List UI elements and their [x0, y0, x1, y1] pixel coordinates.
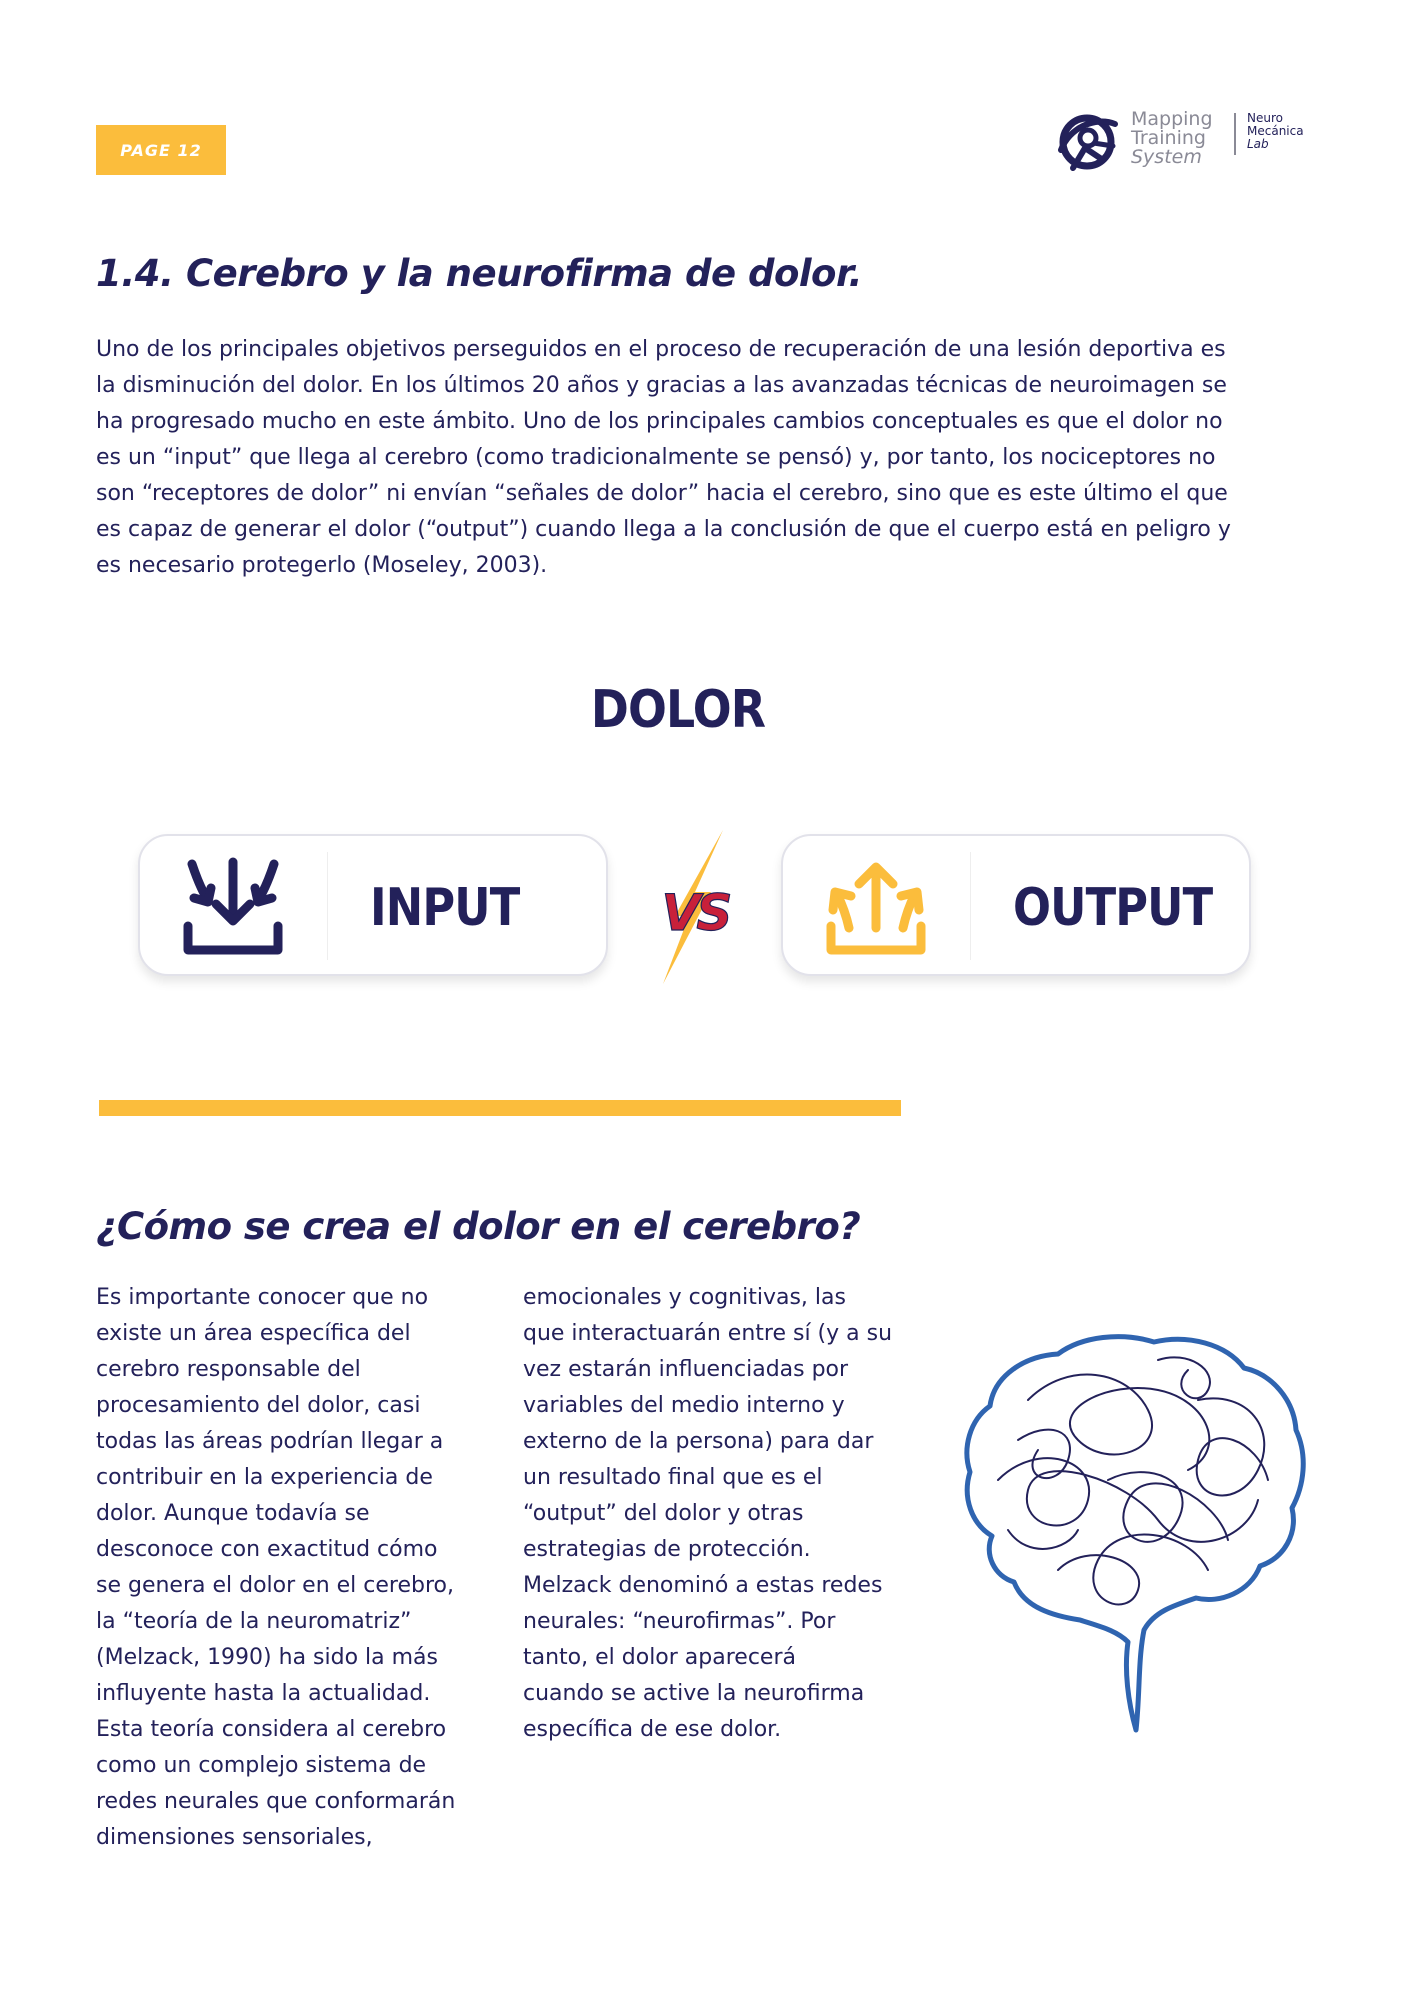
logo-separator [1234, 113, 1236, 155]
body-column-2: emocionales y cognitivas, las que interactuarán entre sí (y a su vez estarán influenciadas por variables del medio interno y externo de la persona) para dar un resultado final que es el “output” del dolor y otras estrategias de protección. Melzack denominó a estas redes neurales: “neurofirmas”. Por tanto, el dolor aparecerá cuando se active la neurofirma específica de ese dolor. [523, 1285, 893, 1742]
body-column-1: Es importante conocer que no existe un área específica del cerebro responsable del procesamiento del dolor, casi todas las áreas podrían llegar a contribuir en la experiencia de dolor. Aunque todavía se desconoce con exactitud cómo se genera el dolor en el cerebro, la “teoría de la neuromatriz” (Melzack, 1990) ha sido la más influyente hasta la actualidad. Esta teoría considera al cerebro como un complejo sistema de redes neurales que conformarán dimensiones sensoriales, [96, 1285, 456, 1850]
logo-lab-line: Neuro [1247, 111, 1283, 125]
logo-name-line: Training [1131, 127, 1206, 149]
output-card [781, 834, 1251, 976]
subsection-title: ¿Cómo se crea el dolor en el cerebro? [96, 1205, 861, 1248]
section-title: 1.4. Cerebro y la neurofirma de dolor. [96, 252, 863, 295]
brand-logo [1055, 108, 1335, 178]
logo-name [1131, 110, 1213, 167]
input-label: INPUT [370, 878, 520, 938]
logo-name-line: Mapping [1131, 108, 1213, 130]
logo-lab-line: Lab [1247, 137, 1269, 151]
brain-illustration [958, 1330, 1308, 1740]
versus-label: VS [661, 884, 729, 942]
versus-bolt-icon [645, 826, 745, 988]
input-card [138, 834, 608, 976]
page-number-badge: PAGE 12 [96, 125, 226, 175]
section-divider-bar [99, 1100, 901, 1116]
card-divider [327, 852, 328, 960]
logo-name-line: System [1131, 146, 1202, 168]
diagram-heading: DOLOR [590, 680, 766, 740]
logo-lab-line: Mecánica [1247, 124, 1304, 138]
logo-mark-icon [1055, 110, 1121, 174]
input-arrows-icon [178, 854, 288, 960]
output-arrows-icon [821, 854, 931, 960]
card-divider [970, 852, 971, 960]
logo-lab [1247, 112, 1304, 151]
intro-paragraph: Uno de los principales objetivos perseguidos en el proceso de recuperación de una lesión deportiva es la disminución del dolor. En los últimos 20 años y gracias a las avanzadas técnicas de neuroimagen se ha progresado mucho en este ámbito. Uno de los principales cambios conceptuales es que el dolor no es un “input” que llega al cerebro (como tradicionalmente se pensó) y, por tanto, los nociceptores no son “receptores de dolor” ni envían “señales de dolor” hacia el cerebro, sino que es este último el que es capaz de generar el dolor (“output”) cuando llega a la conclusión de que el cuerpo está en peligro y es necesario protegerlo (Moseley, 2003). [96, 337, 1231, 578]
output-label: OUTPUT [1013, 878, 1213, 938]
